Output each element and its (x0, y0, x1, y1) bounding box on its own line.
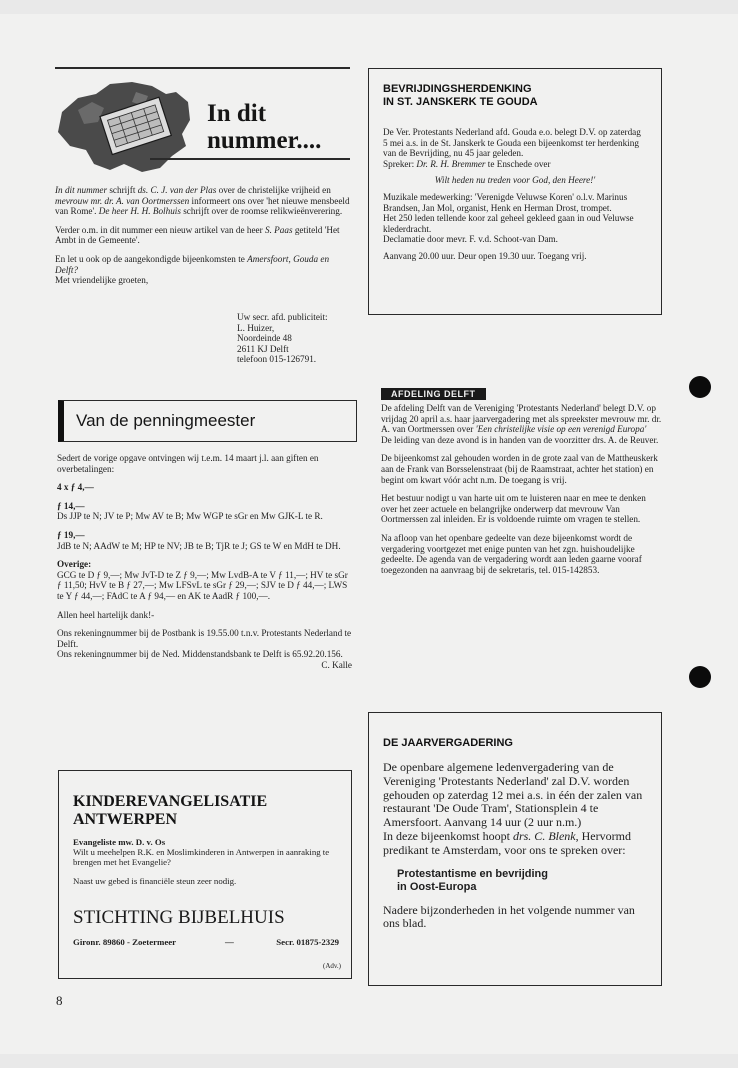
intro-title (207, 100, 321, 154)
netherlands-map-illustration (40, 72, 205, 180)
delft-text: De afdeling Delft van de Vereniging 'Protestants Nederland' belegt D.V. op vrijdag 20 april a.s. haar jaarvergadering met als spreekster mevrouw mr. dr. A. van Oortmerssen over 'Een christelijke visie op een verenigd Europa' De leiding van deze avond is in handen van de voorzitter drs. A. de Reuver. De bijeenkomst zal gehouden worden in de grote zaal van de Mattheuskerk aan de Frank van Borsselenstraat (bij de Raamstraat, achter het station) en begint om kwart vóór acht n.m. De toegang is vrij. Het bestuur nodigt u van harte uit om te luisteren naar en mee te denken over het zeer actuele en belangrijke onderwerp dat mevrouw Van Oortmerssen zal inleiden. Er is voldoende ruimte om vragen te stellen. Na afloop van het openbare gedeelte van deze bijeenkomst wordt de vergadering voortgezet met enige punten van het zgn. huishoudelijke gedeelte. De agenda van de vergadering wordt aan leden gaarne vooraf toegezonden na aanvraag bij de sekretaris, tel. 015-142853. (381, 403, 662, 575)
intro-title-line1: In dit (207, 100, 267, 127)
intro-top-rule (55, 67, 350, 69)
jaar-text: De openbare algemene ledenvergadering van de Vereniging 'Protestants Nederland' zal D.V. worden gehouden op zaterdag 12 mei a.s. in één der zalen van restaurant 'De Oude Tram', Stationsplein 4 te Amersfoort. Aanvang 14 uur (2 uur n.m.) In deze bijeenkomst hoopt drs. C. Blenk, Hervormd predikant te Amsterdam, voor ons te spreken over: Protestantisme en bevrijding in Oost-Europa Nadere bijzonderheden in het volgende nummer van ons blad. (383, 761, 649, 931)
page-number: 8 (56, 993, 63, 1008)
intro-paragraph-3: En let u ook op de aangekondigde bijeenkomsten te Amersfoort, Gouda en Delft? Met vriendelijke groeten, (55, 253, 330, 286)
intro-title-line2: nummer.... (207, 127, 322, 154)
punch-hole-bottom (689, 666, 711, 688)
delft-badge: AFDELING DELFT (381, 388, 486, 400)
penningmeester-title: Van de penningmeester (76, 411, 256, 430)
intro-paragraph-2: Verder o.m. in dit nummer een nieuw artikel van de heer S. Paas getiteld 'Het Ambt in de Gemeente'. (55, 224, 340, 246)
penningmeester-title-box (58, 400, 357, 442)
kinder-stichting: STICHTING BIJBELHUIS (73, 907, 285, 928)
kinder-adv: (Adv.) (322, 962, 341, 970)
kinder-text: Evangeliste mw. D. v. Os Wilt u meehelpen R.K. en Moslimkinderen in Antwerpen in aanraking te brengen met het Evangelie? Naast uw gebed is financiële steun zeer nodig. (73, 837, 330, 886)
gouda-text: De Ver. Protestants Nederland afd. Gouda e.o. belegt D.V. op zaterdag 5 mei a.s. in de St. Janskerk te Gouda een bijeenkomst ter herdenking van de Bevrijding, nu 45 jaar geleden. Spreker: Dr. R. H. Bremmer te Enschede over Wilt heden nu treden voor God, den Heere!' Muzikale medewerking: 'Verenigde Veluwse Koren' o.l.v. Marinus Brandsen, Jan Mol, organist, Henk en Herman Drost, trompet. Het 250 leden tellende koor zal geheel gekleed gaan in oud Veluwse klederdracht. Declamatie door mevr. F. v.d. Schoot-van Dam. Aanvang 20.00 uur. Deur open 19.30 uur. Toegang vrij. (383, 127, 641, 261)
gouda-heading: BEVRIJDINGSHERDENKING IN ST. JANSKERK TE GOUDA (383, 83, 538, 108)
penningmeester-text: Sedert de vorige opgave ontvingen wij t.e.m. 14 maart j.l. aan giften en overbetalingen: 4 x ƒ 4,— ƒ 14,— Ds JJP te N; JV te P; Mw AV te B; Mw WGP te sGr en Mw GJK-L te R. ƒ 19,— JdB te N; AAdW te M; HP te NV; JB te B; TjR te J; GS te W en MdH te DH. Overige: GCG te D ƒ 9,—; Mw JvT-D te Z ƒ 9,—; Mw LvdB-A te V ƒ 11,—; HV te sGr ƒ 11,50; HvV te B ƒ 27,—; Mw LFSvL te sGr ƒ 29,—; SJV te D ƒ 44,—; LWS te Y ƒ 44,—; FAdC te A ƒ 94,— en AK te AadR ƒ 100,—. Allen heel hartelijk dank!- Ons rekeningnummer bij de Postbank is 19.55.00 t.n.v. Protestants Nederland te Delft. Ons rekeningnummer bij de Ned. Middenstandsbank te Delft is 65.92.20.156. C. Kalle (57, 453, 352, 670)
jaar-box (368, 712, 662, 986)
kinder-ad-box (58, 770, 352, 979)
jaar-topic: Protestantisme en bevrijding in Oost-Europa (397, 867, 548, 893)
gouda-box (368, 68, 662, 315)
jaar-heading: DE JAARVERGADERING (383, 737, 513, 749)
intro-bottom-rule (150, 158, 350, 160)
punch-hole-top (689, 376, 711, 398)
gouda-quote: Wilt heden nu treden voor God, den Heere!' (434, 175, 596, 186)
kinder-contact-row: Gironr. 89860 - Zoetermeer — Secr. 01875-2329 (73, 937, 339, 947)
intro-paragraph-1: In dit nummer schrijft ds. C. J. van der Plas over de christelijke vrijheid en mevrouw mr. dr. A. van Oortmerssen informeert ons over 'het nieuwe mensbeeld van Rome'. De heer H. H. Bolhuis schrijft over de roomse relikwieënverering. (55, 185, 350, 217)
kinder-title: KINDEREVANGELISATIE ANTWERPEN (73, 793, 268, 828)
intro-signature: Uw secr. afd. publiciteit: L. Huizer, Noordeinde 48 2611 KJ Delft telefoon 015-126791. (237, 312, 328, 365)
intro-text (55, 185, 352, 286)
